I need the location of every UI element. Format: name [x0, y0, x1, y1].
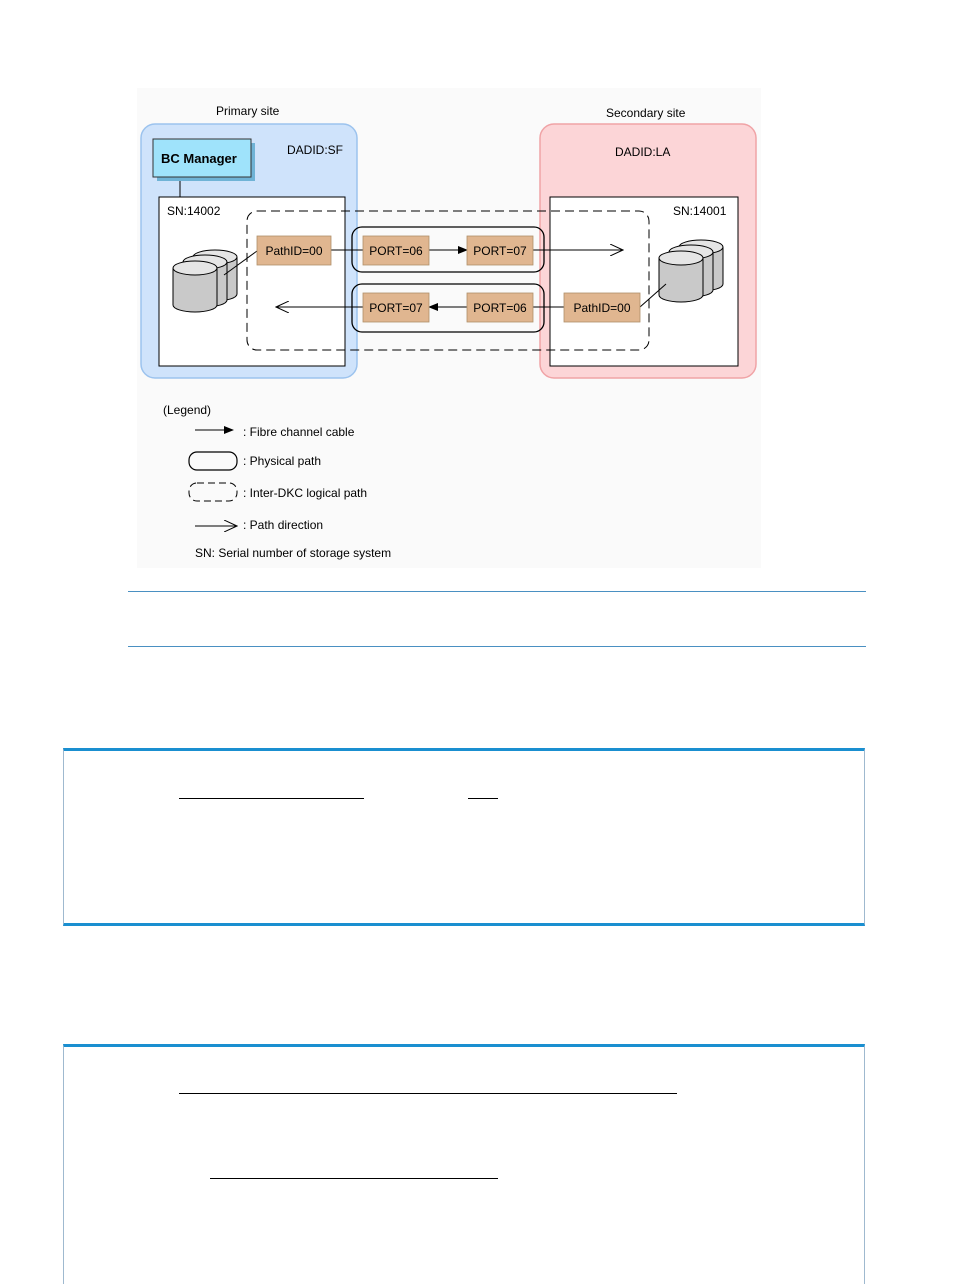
section-rule-bottom	[128, 646, 866, 647]
bottom-port-b-label: PORT=07	[369, 301, 423, 315]
legend-title: (Legend)	[163, 403, 212, 417]
legend-physical-path: : Physical path	[243, 454, 322, 468]
bottom-port-a-label: PORT=06	[473, 301, 527, 315]
link-underline[interactable]	[210, 1178, 498, 1179]
legend-sn-note: SN: Serial number of storage system	[195, 546, 392, 560]
primary-pathid-label: PathID=00	[265, 244, 323, 258]
primary-sn: SN:14002	[167, 204, 221, 218]
legend-fibre-channel: : Fibre channel cable	[243, 425, 355, 439]
legend	[163, 403, 391, 560]
top-port-a-label: PORT=06	[369, 244, 423, 258]
note-panel-2	[63, 1044, 865, 1284]
link-underline[interactable]	[468, 798, 498, 799]
bc-manager-label: BC Manager	[161, 151, 237, 166]
secondary-sn: SN:14001	[673, 204, 727, 218]
storage-path-diagram	[137, 88, 761, 568]
legend-logical-path: : Inter-DKC logical path	[243, 486, 368, 500]
secondary-pathid-label: PathID=00	[573, 301, 631, 315]
secondary-site-label: Secondary site	[606, 106, 686, 120]
note-panel-1	[63, 748, 865, 926]
top-port-b-label: PORT=07	[473, 244, 527, 258]
section-rule-top	[128, 591, 866, 592]
legend-path-direction: : Path direction	[243, 518, 324, 532]
primary-site-label: Primary site	[216, 104, 280, 118]
link-underline[interactable]	[179, 1093, 677, 1094]
secondary-dadid: DADID:LA	[615, 145, 671, 159]
primary-dadid: DADID:SF	[287, 143, 344, 157]
link-underline[interactable]	[179, 798, 364, 799]
